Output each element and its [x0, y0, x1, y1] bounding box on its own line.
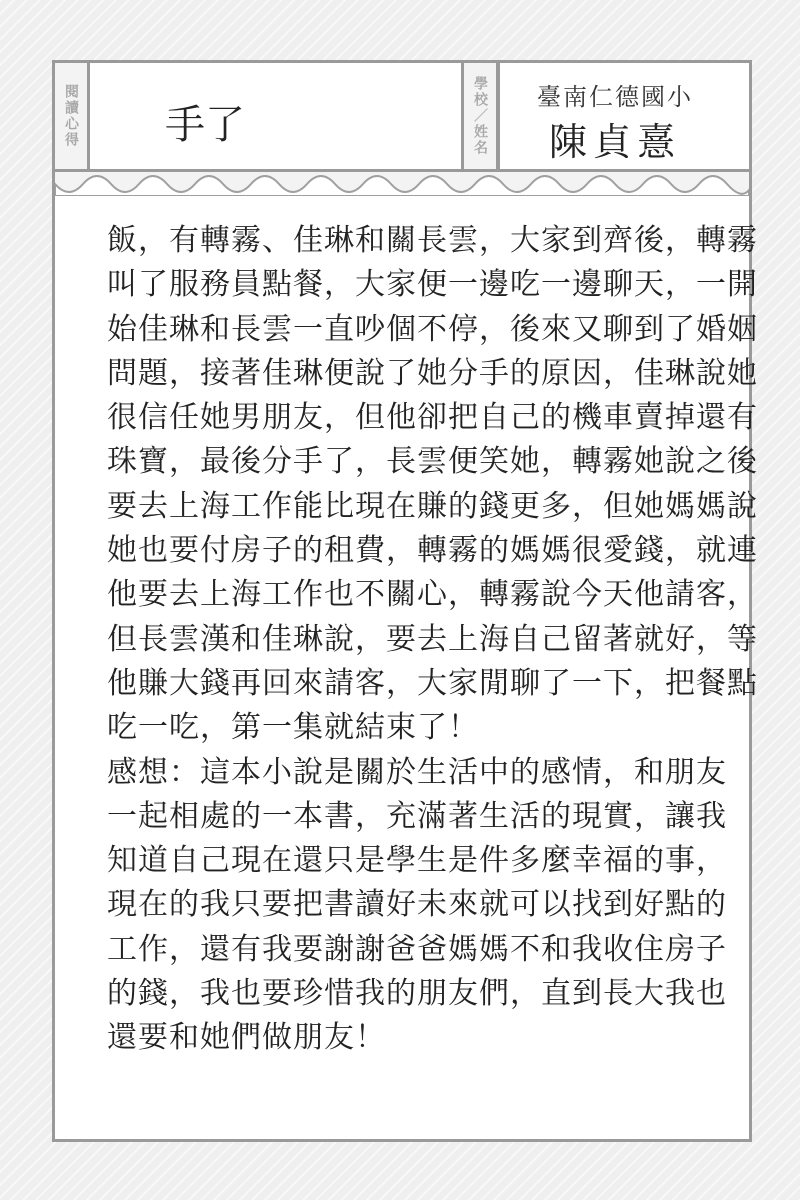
text-line: 工作，還有我要謝謝爸爸媽媽不和我收住房子: [107, 931, 727, 967]
text-line: 她也要付房子的租費，轉霧的媽媽很愛錢，就連: [107, 533, 758, 569]
text-line: 但長雲漢和佳琳說，要去上海自己留著就好，等: [107, 621, 758, 657]
author-name: 陳貞憙: [548, 120, 681, 164]
text-line: 叫了服務員點餐，大家便一邊吃一邊聊天，一開: [107, 267, 758, 303]
text-line: 飯，有轉霧、佳琳和關長雲，大家到齊後，轉霧: [107, 223, 758, 258]
text-line: 還要和她們做朋友！: [107, 1020, 386, 1056]
text-line: 要去上海工作能比現在賺的錢更多，但她媽媽說: [107, 488, 758, 524]
text-line: 一起相處的一本書，充滿著生活的現實，讓我: [107, 798, 727, 834]
text-line: 始佳琳和長雲一直吵個不停，後來又聊到了婚姻: [107, 311, 758, 347]
text-line: 知道自己現在還只是學生是件多麼幸福的事，: [107, 843, 727, 879]
label-slash: ／: [472, 108, 488, 124]
school-label-text: 學校: [472, 76, 488, 108]
text-line: 問題，接著佳琳便說了她分手的原因，佳琳說她: [107, 355, 758, 391]
text-line: 他賺大錢再回來請客，大家閒聊了一下，把餐點: [107, 665, 758, 701]
header: [55, 63, 749, 172]
report-body: [107, 219, 758, 1061]
name-label-text: 姓名: [472, 124, 488, 156]
text-line: 珠寶，最後分手了，長雲便笑她，轉霧她說之後: [107, 444, 758, 480]
text-line: 的錢，我也要珍惜我的朋友們，直到長大我也: [107, 976, 727, 1012]
school-name: 臺南仁德國小: [537, 83, 693, 111]
text-line: 現在的我只要把書讀好未來就可以找到好點的: [107, 887, 727, 923]
header-divider: [497, 63, 500, 169]
book-title: 手了: [165, 102, 245, 148]
wave-decoration: [55, 172, 749, 196]
reading-report-card: [52, 60, 758, 1142]
reading-report-label-text: 閱讀心得: [63, 84, 79, 148]
reading-report-label: [55, 63, 90, 169]
text-line: 很信任她男朋友，但他卻把自己的機車賣掉還有: [107, 400, 758, 436]
wave-divider: [55, 172, 749, 196]
school-name-label: [461, 63, 499, 169]
text-line: 感想：這本小說是關於生活中的感情，和朋友: [107, 754, 727, 790]
text-line: 吃一吃，第一集就結束了！: [107, 710, 479, 746]
text-line: 他要去上海工作也不關心，轉霧說今天他請客，: [107, 577, 758, 613]
